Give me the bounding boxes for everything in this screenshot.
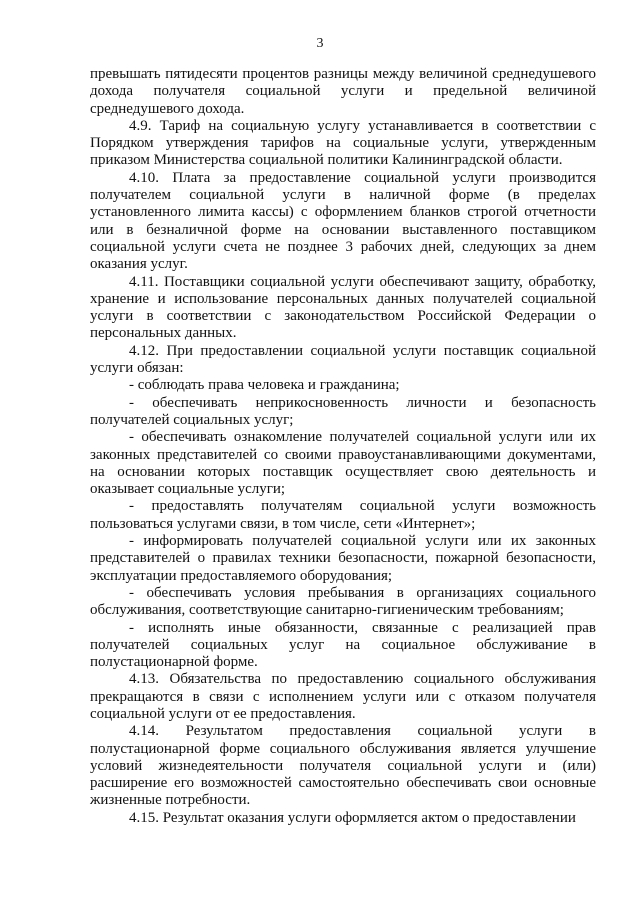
list-item-inviolability: - обеспечивать неприкосновенность личности и безопасность получателей социальных услуг;	[90, 394, 596, 428]
paragraph-4-14: 4.14. Результатом предоставления социальной услуги в полустационарной форме социального обслуживания является улучшение условий жизнедеятельности получателя социальной услуги и (или) расширение его возможностей самостоятельно обеспечивать свои основные жизненные потребности.	[90, 723, 596, 809]
paragraph-continuation: превышать пятидесяти процентов разницы между величиной среднедушевого дохода получателя социальной услуги и предельной величиной среднедушевого дохода.	[90, 66, 596, 117]
list-item-communication: - предоставлять получателям социальной услуги возможность пользоваться услугами связи, в том числе, сети «Интернет»;	[90, 498, 596, 532]
paragraph-4-11: 4.11. Поставщики социальной услуги обеспечивают защиту, обработку, хранение и использование персональных данных получателей социальной услуги в соответствии с законодательством Российской Федерации о персональных данных.	[90, 273, 596, 342]
list-item-safety-info: - информировать получателей социальной услуги или их законных представителей о правилах техники безопасности, пожарной безопасности, эксплуатации предоставляемого оборудования;	[90, 533, 596, 584]
list-item-sanitary: - обеспечивать условия пребывания в организациях социального обслуживания, соответствующие санитарно-гигиеническим требованиям;	[90, 584, 596, 619]
paragraph-4-12: 4.12. При предоставлении социальной услуги поставщик социальной услуги обязан:	[90, 342, 596, 377]
paragraph-4-10: 4.10. Плата за предоставление социальной услуги производится получателем социальной услуги в наличной форме (в пределах установленного лимита кассы) с оформлением бланков строгой отчетности или в безналичной форме на основании выставленного поставщиком социальной услуги счета не позднее 3 рабочих дней, следующих за днем оказания услуг.	[90, 169, 596, 273]
list-item-rights: - соблюдать права человека и гражданина;	[129, 377, 400, 394]
page-number: 3	[316, 36, 324, 51]
document-body	[90, 66, 596, 827]
list-item-other-duties: - исполнять иные обязанности, связанные с реализацией прав получателей социальных услуг на социальное обслуживание в полустационарной форме.	[90, 619, 596, 671]
paragraph-4-9: 4.9. Тариф на социальную услугу устанавливается в соответствии с Порядком утверждения тарифов на социальные услуги, утвержденным приказом Министерства социальной политики Калининградской области.	[90, 117, 596, 169]
paragraph-4-15: 4.15. Результат оказания услуги оформляется актом о предоставлении	[129, 809, 576, 826]
paragraph-4-13: 4.13. Обязательства по предоставлению социального обслуживания прекращаются в связи с исполнением услуги или с отказом получателя социальной услуги от ее предоставления.	[90, 671, 596, 722]
list-item-documents: - обеспечивать ознакомление получателей социальной услуги или их законных представителей со своими правоустанавливающими документами, на основании которых поставщик осуществляет свою деятельность и оказывает социальные услуги;	[90, 429, 596, 498]
